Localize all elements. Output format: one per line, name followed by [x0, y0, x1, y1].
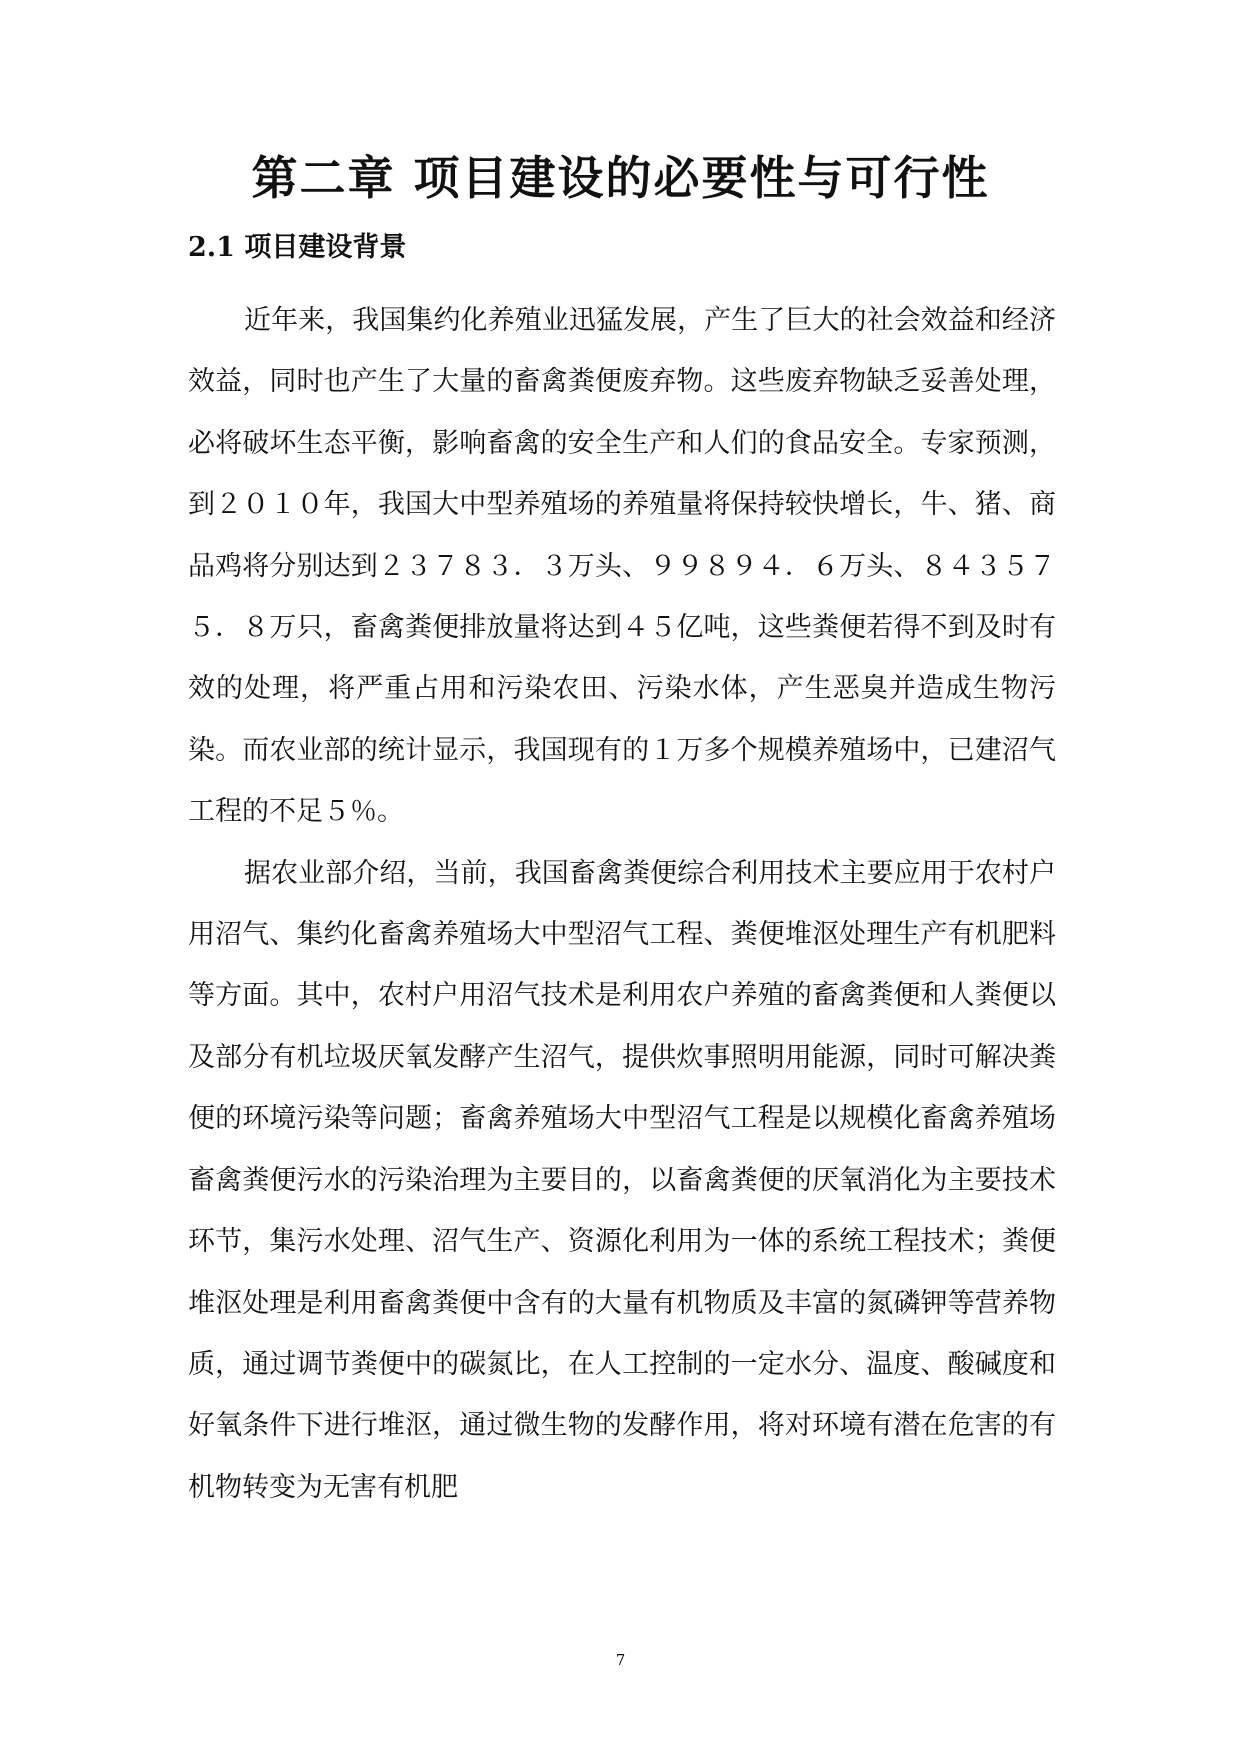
paragraph-background: 近年来，我国集约化养殖业迅猛发展，产生了巨大的社会效益和经济效益，同时也产生了大量的畜禽粪便废弃物。这些废弃物缺乏妥善处理，必将破坏生态平衡，影响畜禽的安全生产和人们的食品安全。专家预测，到２０１０年，我国大中型养殖场的养殖量将保持较快增长，牛、猪、商品鸡将分别达到２３７８３．３万头、９９８９４．６万头、８４３５７５．８万只，畜禽粪便排放量将达到４５亿吨，这些粪便若得不到及时有效的处理，将严重占用和污染农田、污染水体，产生恶臭并造成生物污染。而农业部的统计显示，我国现有的１万多个规模养殖场中，已建沼气工程的不足５％。 [188, 305, 1056, 828]
body-text [188, 290, 1056, 1518]
chapter-title: 第二章 项目建设的必要性与可行性 [251, 151, 990, 205]
page-number: 7 [615, 1651, 626, 1669]
section-heading: 2.1 项目建设背景 [188, 232, 407, 263]
paragraph-technology: 据农业部介绍，当前，我国畜禽粪便综合利用技术主要应用于农村户用沼气、集约化畜禽养殖场大中型沼气工程、粪便堆沤处理生产有机肥料等方面。其中，农村户用沼气技术是利用农户养殖的畜禽粪便和人粪便以及部分有机垃圾厌氧发酵产生沼气，提供炊事照明用能源，同时可解决粪便的环境污染等问题；畜禽养殖场大中型沼气工程是以规模化畜禽养殖场畜禽粪便污水的污染治理为主要目的，以畜禽粪便的厌氧消化为主要技术环节，集污水处理、沼气生产、资源化利用为一体的系统工程技术；粪便堆沤处理是利用畜禽粪便中含有的大量有机物质及丰富的氮磷钾等营养物质，通过调节粪便中的碳氮比，在人工控制的一定水分、温度、酸碱度和好氧条件下进行堆沤，通过微生物的发酵作用，将对环境有潜在危害的有机物转变为无害有机肥 [188, 857, 1056, 1503]
